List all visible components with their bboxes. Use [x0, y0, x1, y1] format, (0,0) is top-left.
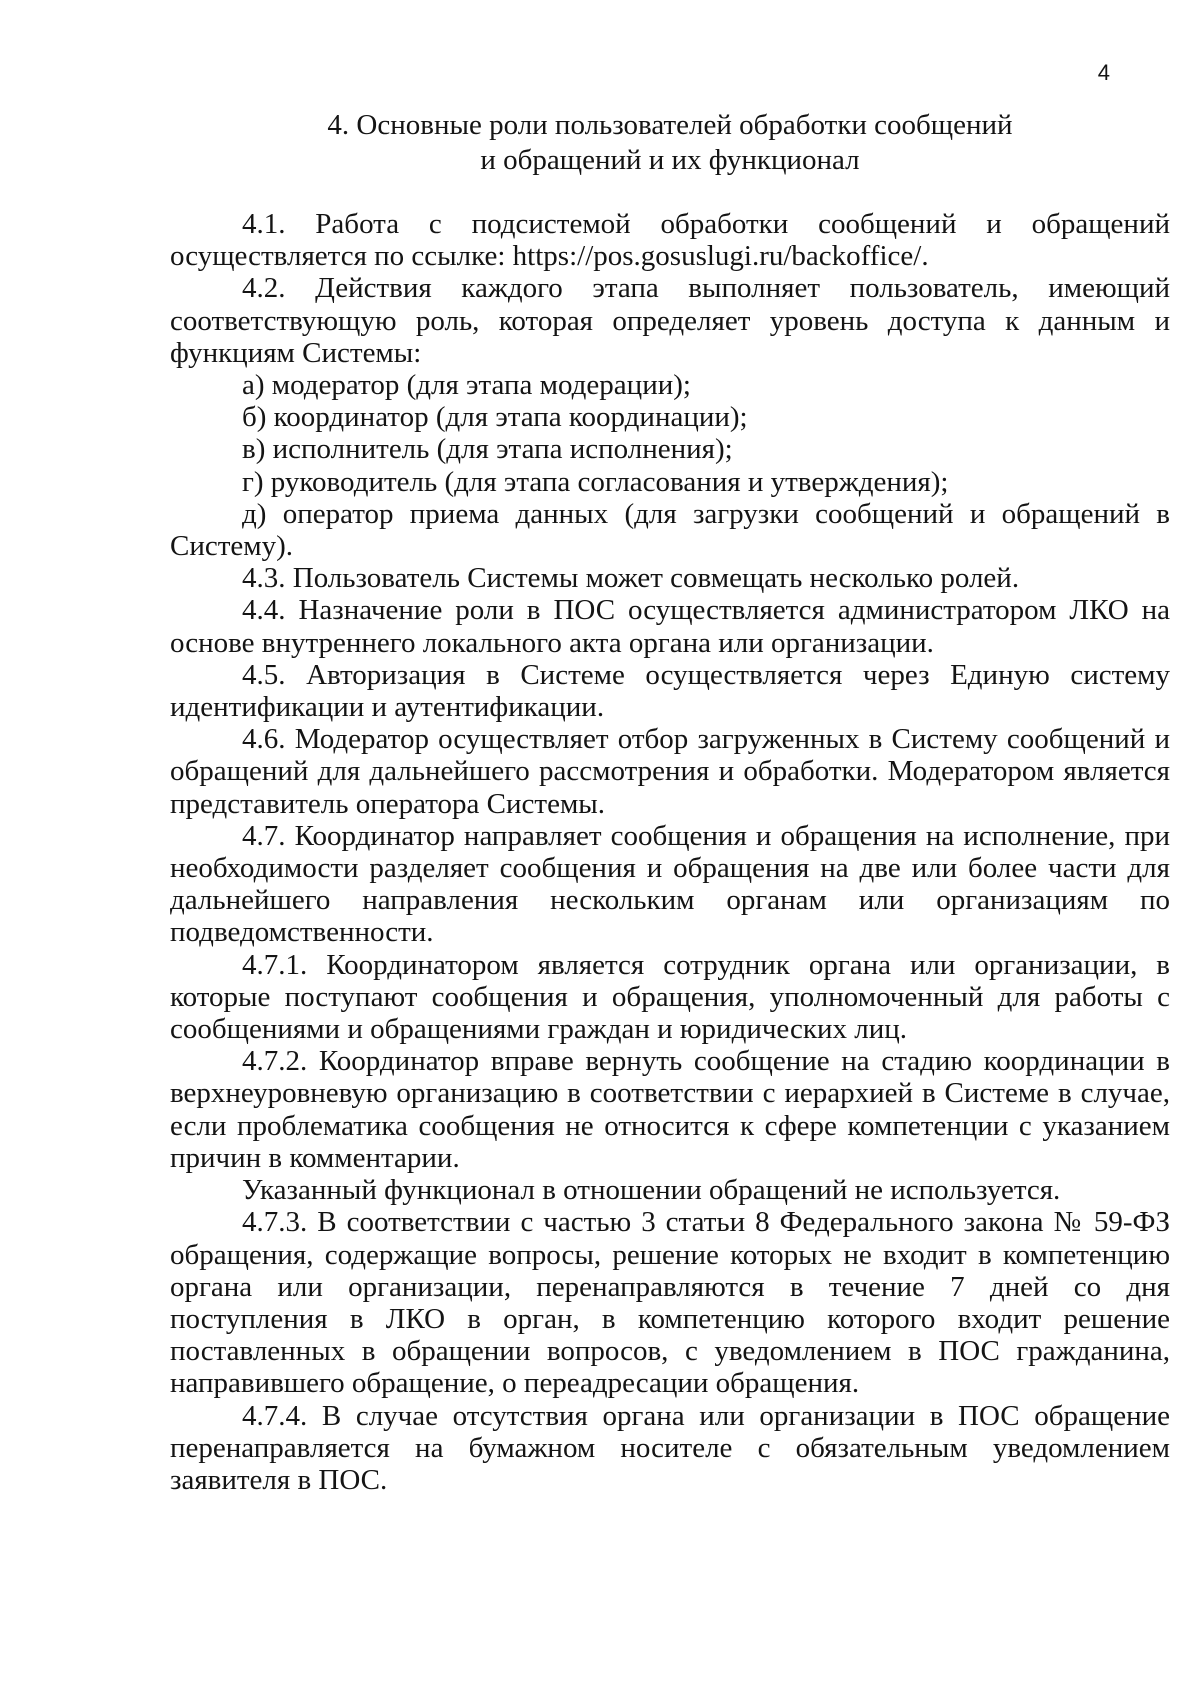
- page-number: 4: [1097, 60, 1110, 85]
- paragraph-4-1: 4.1. Работа с подсистемой обработки сообщений и обращений осуществляется по ссылке: https://pos.gosuslugi.ru/backoffice/.: [170, 208, 1170, 273]
- paragraph-4-7-4: 4.7.4. В случае отсутствия органа или организации в ПОС обращение перенаправляется на бумажном носителе с обязательным уведомлением заявителя в ПОС.: [170, 1399, 1170, 1496]
- role-item-moderator: а) модератор (для этапа модерации);: [242, 369, 691, 402]
- section-heading-line-1: 4. Основные роли пользователей обработки сообщений: [327, 109, 1013, 141]
- section-heading: [170, 108, 1170, 178]
- role-item-executor: в) исполнитель (для этапа исполнения);: [242, 433, 733, 466]
- paragraph-4-4: 4.4. Назначение роли в ПОС осуществляется администратором ЛКО на основе внутреннего локального акта органа или организации.: [170, 594, 1170, 659]
- role-item-data-operator: д) оператор приема данных (для загрузки сообщений и обращений в Систему).: [170, 497, 1170, 563]
- role-item-coordinator: б) координатор (для этапа координации);: [242, 401, 748, 434]
- paragraph-4-3: 4.3. Пользователь Системы может совмещать несколько ролей.: [242, 562, 1020, 595]
- paragraph-4-7-3: 4.7.3. В соответствии с частью 3 статьи 8 Федерального закона № 59-ФЗ обращения, содержащие вопросы, решение которых не входит в компетенцию органа или организации, перенаправляются в течение 7 дней со дня поступления в ЛКО в орган, в компетенцию которого входит решение поставленных в обращении вопросов, с уведомлением в ПОС гражданина, направившего обращение, о переадресации обращения.: [170, 1206, 1170, 1400]
- paragraph-4-7-1: 4.7.1. Координатором является сотрудник органа или организации, в которые поступают сообщения и обращения, уполномоченный для работы с сообщениями и обращениями граждан и юридических лиц.: [170, 948, 1170, 1046]
- paragraph-4-5: 4.5. Авторизация в Системе осуществляется через Единую систему идентификации и аутентификации.: [170, 658, 1170, 724]
- section-body: [170, 208, 1170, 1496]
- role-item-manager: г) руководитель (для этапа согласования и утверждения);: [242, 465, 949, 498]
- paragraph-4-7-2-note: Указанный функционал в отношении обращений не используется.: [242, 1174, 1061, 1207]
- paragraph-4-7-2: 4.7.2. Координатор вправе вернуть сообщение на стадию координации в верхнеуровневую организацию в соответствии с иерархией в Системе в случае, если проблематика сообщения не относится к сфере компетенции с указанием причин в комментарии.: [170, 1045, 1170, 1174]
- paragraph-4-2: 4.2. Действия каждого этапа выполняет пользователь, имеющий соответствующую роль, которая определяет уровень доступа к данным и функциям Системы:: [170, 272, 1170, 369]
- roles-list: [170, 369, 1170, 562]
- paragraph-4-6: 4.6. Модератор осуществляет отбор загруженных в Систему сообщений и обращений для дальнейшего рассмотрения и обработки. Модератором является представитель оператора Системы.: [170, 723, 1170, 820]
- paragraph-4-7: 4.7. Координатор направляет сообщения и обращения на исполнение, при необходимости разделяет сообщения и обращения на две или более части для дальнейшего направления нескольким органам или организациям по подведомственности.: [170, 819, 1170, 949]
- section-heading-line-2: и обращений и их функционал: [480, 144, 860, 176]
